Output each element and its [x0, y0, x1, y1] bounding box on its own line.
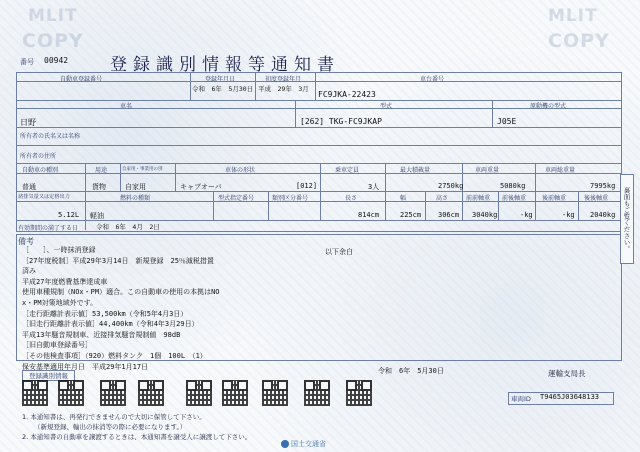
mlit-logo-icon	[281, 440, 289, 448]
private-label: 自家用・事業用の別	[122, 167, 163, 172]
expiry-label: 有効期間の満了する日	[18, 225, 79, 232]
watermark-mlit-left: MLIT	[28, 6, 78, 26]
remarks-line: ［旧走行距離計表示値］44,400km（令和4年3月29日）	[22, 320, 199, 329]
max-load-value: 2750kg	[438, 182, 464, 190]
remarks-line: ［ ］、一時抹消登録	[22, 246, 96, 254]
ff-value: 3040kg	[472, 211, 498, 219]
mlit-seal-text: 国土交通省	[291, 440, 326, 448]
use-label: 用途	[95, 167, 108, 174]
barcode-qr-7	[262, 380, 288, 406]
barcode-qr-3	[100, 380, 126, 406]
remarks-line: ［走行距離計表示値］53,500km（令和5年4月3日）	[22, 309, 188, 318]
width-value: 225cm	[400, 211, 422, 219]
max-load-label: 最大積載量	[400, 167, 431, 174]
expiry-value: 令和 6年 4月 2日	[96, 223, 160, 231]
remarks-text	[22, 245, 220, 372]
model-value: [262] TKG-FC9JKAP	[300, 117, 382, 126]
vehicle-weight-value: 5080kg	[500, 182, 526, 190]
engine-value: J05E	[497, 117, 517, 126]
remarks-label: 備考	[18, 237, 34, 246]
kind-label: 自動車の種別	[22, 167, 59, 174]
vehicle-id-label: 車両ID	[511, 395, 531, 403]
owner-address-label: 所有者の住所	[20, 153, 57, 160]
barcode-qr-8	[304, 380, 330, 406]
side-notice: 裏面もご覧ください。	[620, 174, 634, 264]
gross-weight-label: 車両総重量	[545, 167, 576, 174]
engine-label: 原動機の型式	[530, 103, 567, 110]
gross-weight-value: 7995kg	[590, 182, 616, 190]
vehicle-id-value: T9465J03648133	[540, 393, 600, 401]
body-label: 車体の形状	[225, 167, 256, 174]
remarks-line: ［旧自動車登録番号］	[22, 341, 92, 350]
mlit-seal	[281, 439, 326, 449]
barcode-qr-4	[138, 380, 164, 406]
model-label: 型式	[380, 103, 393, 110]
rr-label: 後後軸重	[584, 195, 609, 202]
watermark-mlit-right: MLIT	[548, 6, 598, 26]
issuer: 運輸支局長	[548, 369, 586, 378]
notes	[22, 412, 251, 442]
maker-label: 車名	[120, 103, 133, 110]
barcode-qr-6	[222, 380, 248, 406]
serial-number: 00942	[44, 56, 69, 65]
private-value: 自家用	[125, 183, 146, 191]
barcode-qr-9	[346, 380, 372, 406]
height-label: 高さ	[436, 195, 449, 202]
reg-number-label: 自動車登録番号	[60, 76, 103, 83]
use-value: 貨物	[92, 183, 106, 191]
first-reg-value: 平成 29年 3月	[258, 85, 309, 93]
vehicle-weight-label: 車両重量	[475, 167, 500, 174]
remarks-line: 保安基準適用年月日 平成29年1月17日	[22, 362, 149, 371]
gas-label: 諸排気量又は定格出力	[18, 194, 70, 200]
barcode-qr-5	[186, 380, 212, 406]
length-value: 814cm	[358, 211, 380, 219]
length-label: 長さ	[345, 195, 358, 202]
rf-label: 後前軸重	[542, 195, 567, 202]
reg-date-label: 登録年月日	[205, 76, 236, 83]
first-reg-label: 初度登録年月	[265, 76, 302, 83]
serial-label: 番号	[20, 58, 34, 66]
note-line: （新規登録、輸出の抹消等の際に必要になります。）	[34, 423, 187, 431]
capacity-label: 乗車定員	[335, 167, 360, 174]
remarks-line: 使用車種規制（NOx・PM）適合。この自動車の使用の本拠はNO	[22, 288, 220, 297]
width-label: 幅	[400, 195, 407, 202]
ff-label: 前前軸重	[466, 195, 491, 202]
chassis-number: FC9JKA-22423	[318, 90, 376, 99]
maker-value: 日野	[20, 118, 36, 127]
rf-value: -kg	[562, 211, 575, 219]
model-no-label: 型式指定番号	[218, 195, 255, 202]
remarks-blank-note: 以下余白	[325, 248, 353, 256]
barcode-label: 登録識別情報	[22, 370, 75, 381]
rr-value: 2040kg	[590, 211, 616, 219]
reg-date-value: 令和 6年 5月30日	[192, 85, 254, 93]
remarks-line: 平成27年度燃費基準達成車	[22, 277, 108, 286]
barcode-qr-2	[58, 380, 84, 406]
fuel-value: 軽油	[90, 212, 104, 220]
kind-value: 普通	[22, 183, 36, 191]
remarks-line: 平成13年騒音規制車、近接排気騒音規制値 98dB	[22, 330, 181, 339]
gas-value: 5.12L	[58, 211, 80, 219]
issue-date: 令和 6年 5月30日	[378, 367, 444, 375]
class-label: 類別区分番号	[272, 195, 309, 202]
remarks-line: 済み	[22, 267, 36, 276]
fr-value: -kg	[520, 211, 533, 219]
chassis-label: 車台番号	[420, 76, 445, 83]
remarks-line: x・PM対策地域外です。	[22, 298, 98, 307]
note-line: 2. 本通知書の自動車を譲渡するときは、本通知書を譲受人に譲渡して下さい。	[22, 433, 252, 441]
watermark-copy-right: COPY	[548, 30, 610, 52]
remarks-line: ［その他検査事項］（920）燃料タンク 1個 100L （1）	[22, 351, 207, 360]
owner-name-label: 所有者の氏名又は名称	[20, 133, 81, 140]
fuel-label: 燃料の種類	[120, 195, 151, 202]
fr-label: 前後軸重	[502, 195, 527, 202]
watermark-copy-left: COPY	[22, 30, 84, 52]
document-title: 登録識別情報等通知書	[110, 55, 340, 75]
height-value: 306cm	[438, 211, 460, 219]
note-line: 1. 本通知書は、再発行できませんので大切に保管して下さい。	[22, 413, 206, 421]
body-value: キャブオーバ	[180, 183, 222, 191]
body-code: [012]	[296, 182, 318, 190]
remarks-line: ［27年度税制］平成29年3月14日 新規登録 25％減税措置	[22, 256, 214, 265]
capacity-value: 3人	[368, 183, 380, 191]
barcode-qr-1	[22, 380, 48, 406]
